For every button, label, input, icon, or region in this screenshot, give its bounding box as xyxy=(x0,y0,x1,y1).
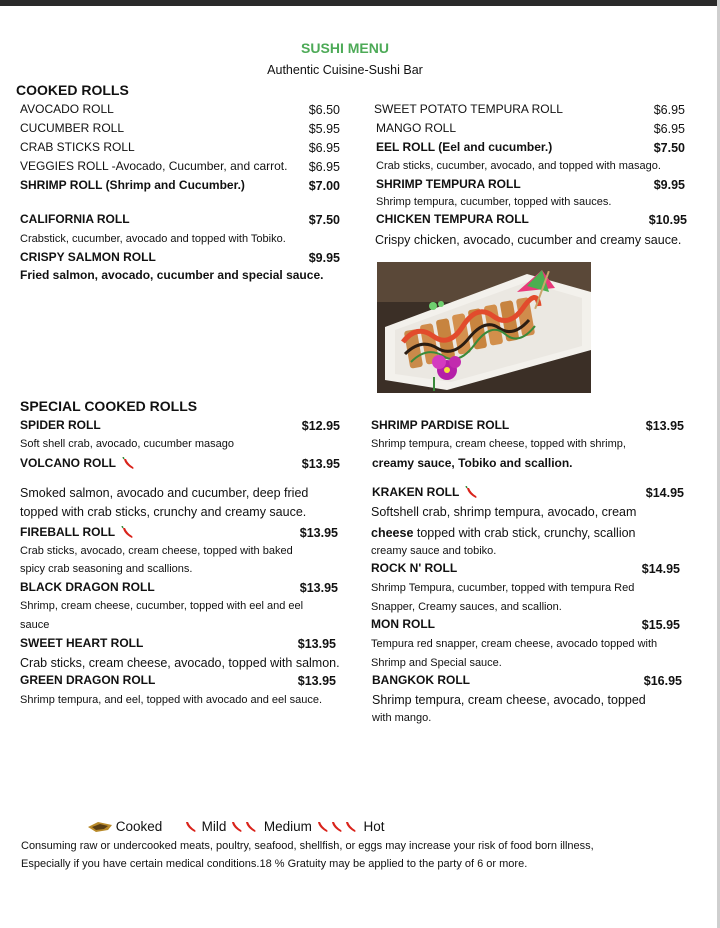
item-description-text: topped with crab stick, crunchy, scallion xyxy=(413,526,636,540)
disclaimer-line: Consuming raw or undercooked meats, poultry, seafood, shellfish, or eggs may increase your risk of food born illness, xyxy=(21,840,594,852)
item-name: SHRIMP PARDISE ROLL xyxy=(371,418,510,432)
item-description: Shrimp Tempura, cucumber, topped with tempura Red xyxy=(371,582,635,594)
menu-title: SUSHI MENU xyxy=(301,40,389,56)
item-name: BLACK DRAGON ROLL xyxy=(20,580,155,594)
item-name: SHRIMP ROLL (Shrimp and Cucumber.) xyxy=(20,178,245,192)
legend-hot: Hot xyxy=(363,819,385,834)
item-description: Shrimp tempura, cream cheese, avocado, topped xyxy=(372,693,646,707)
item-name: CHICKEN TEMPURA ROLL xyxy=(376,212,529,226)
item-description-bold: cheese xyxy=(371,526,414,540)
item-name: CRISPY SALMON ROLL xyxy=(20,250,156,264)
item-name-text: VOLCANO ROLL xyxy=(20,456,116,471)
item-price: $12.95 xyxy=(301,419,340,433)
item-price: $15.95 xyxy=(641,618,680,632)
item-price: $7.50 xyxy=(308,213,340,227)
item-description: Shrimp, cream cheese, cucumber, topped with eel and eel xyxy=(20,600,304,612)
item-name: MON ROLL xyxy=(371,617,435,631)
item-name xyxy=(372,486,479,500)
item-price: $9.95 xyxy=(308,251,340,265)
chili-pepper-icon xyxy=(230,820,260,834)
spice-legend xyxy=(88,819,384,834)
item-description: Crab sticks, avocado, cream cheese, topped with baked xyxy=(20,545,293,557)
item-description xyxy=(371,526,636,540)
item-name-text: KRAKEN ROLL xyxy=(372,485,460,500)
item-price: $13.95 xyxy=(301,457,340,471)
item-price: $14.95 xyxy=(645,486,684,500)
item-name: BANGKOK ROLL xyxy=(372,673,470,687)
chili-pepper-icon xyxy=(184,820,198,834)
item-description: Shrimp and Special sauce. xyxy=(371,657,502,669)
item-description: with mango. xyxy=(372,712,432,724)
disclaimer-line: Especially if you have certain medical conditions.18 % Gratuity may be applied to the party of 6 or more. xyxy=(21,858,528,870)
chili-pepper-icon xyxy=(122,457,136,471)
item-description: Crab sticks, cream cheese, avocado, topped with salmon. xyxy=(20,656,340,670)
sushi-photo xyxy=(377,262,591,393)
item-price: $6.50 xyxy=(308,103,340,117)
item-name: CALIFORNIA ROLL xyxy=(20,212,130,226)
item-name: GREEN DRAGON ROLL xyxy=(20,673,156,687)
item-name: ROCK N' ROLL xyxy=(371,561,458,575)
chili-pepper-icon xyxy=(316,820,360,834)
item-price: $6.95 xyxy=(308,160,340,174)
legend-mild: Mild xyxy=(201,819,227,834)
item-description: spicy crab seasoning and scallions. xyxy=(20,563,193,575)
item-description: Shrimp tempura, and eel, topped with avocado and eel sauce. xyxy=(20,694,323,706)
item-price: $5.95 xyxy=(308,122,340,136)
item-description: creamy sauce, Tobiko and scallion. xyxy=(372,456,573,470)
top-border xyxy=(0,0,720,6)
item-description: topped with crab sticks, crunchy and creamy sauce. xyxy=(20,505,307,519)
item-description: creamy sauce and tobiko. xyxy=(371,545,497,557)
legend-cooked: Cooked xyxy=(115,819,163,834)
item-price: $13.95 xyxy=(297,674,336,688)
item-description: Fried salmon, avocado, cucumber and special sauce. xyxy=(20,268,324,282)
item-price: $13.95 xyxy=(297,637,336,651)
cooked-rolls-heading: COOKED ROLLS xyxy=(16,82,129,98)
item-price: $6.95 xyxy=(308,141,340,155)
item-name: SWEET HEART ROLL xyxy=(20,636,144,650)
item-price: $10.95 xyxy=(648,213,687,227)
item-price: $14.95 xyxy=(641,562,680,576)
item-description: Tempura red snapper, cream cheese, avocado topped with xyxy=(371,638,658,650)
legend-medium: Medium xyxy=(263,819,312,834)
item-description: Soft shell crab, avocado, cucumber masago xyxy=(20,438,235,450)
item-price: $16.95 xyxy=(643,674,682,688)
item-name: SPIDER ROLL xyxy=(20,418,101,432)
item-name: VEGGIES ROLL -Avocado, Cucumber, and carrot. xyxy=(20,159,288,173)
item-description: Shrimp tempura, cucumber, topped with sauces. xyxy=(376,196,612,208)
item-price: $7.00 xyxy=(308,179,340,193)
menu-subtitle: Authentic Cuisine-Sushi Bar xyxy=(267,63,423,77)
item-name: SWEET POTATO TEMPURA ROLL xyxy=(374,102,563,116)
item-price: $7.50 xyxy=(653,141,685,155)
special-rolls-heading: SPECIAL COOKED ROLLS xyxy=(20,398,198,414)
item-name: EEL ROLL (Eel and cucumber.) xyxy=(376,140,553,154)
item-description: Crabstick, cucumber, avocado and topped with Tobiko. xyxy=(20,233,286,245)
chili-pepper-icon xyxy=(121,526,135,540)
item-name: MANGO ROLL xyxy=(376,121,457,135)
item-name xyxy=(20,526,135,540)
chili-pepper-icon xyxy=(465,486,479,500)
cooked-icon xyxy=(88,821,112,833)
item-price: $6.95 xyxy=(653,122,685,136)
item-price: $9.95 xyxy=(653,178,685,192)
item-description: sauce xyxy=(20,619,50,631)
item-description: Shrimp tempura, cream cheese, topped with shrimp, xyxy=(371,438,626,450)
item-price: $6.95 xyxy=(653,103,685,117)
item-name: AVOCADO ROLL xyxy=(20,102,114,116)
item-name: CUCUMBER ROLL xyxy=(20,121,125,135)
item-description: Crispy chicken, avocado, cucumber and creamy sauce. xyxy=(375,233,682,247)
item-name-text: FIREBALL ROLL xyxy=(20,525,116,540)
item-name: CRAB STICKS ROLL xyxy=(20,140,135,154)
item-name xyxy=(20,457,136,471)
item-description: Snapper, Creamy sauces, and scallion. xyxy=(371,601,562,613)
item-description: Crab sticks, cucumber, avocado, and topped with masago. xyxy=(376,160,661,172)
item-description: Smoked salmon, avocado and cucumber, deep fried xyxy=(20,486,309,500)
item-price: $13.95 xyxy=(299,581,338,595)
item-description: Softshell crab, shrimp tempura, avocado, cream xyxy=(371,505,637,519)
item-name: SHRIMP TEMPURA ROLL xyxy=(376,177,521,191)
item-price: $13.95 xyxy=(645,419,684,433)
item-price: $13.95 xyxy=(299,526,338,540)
